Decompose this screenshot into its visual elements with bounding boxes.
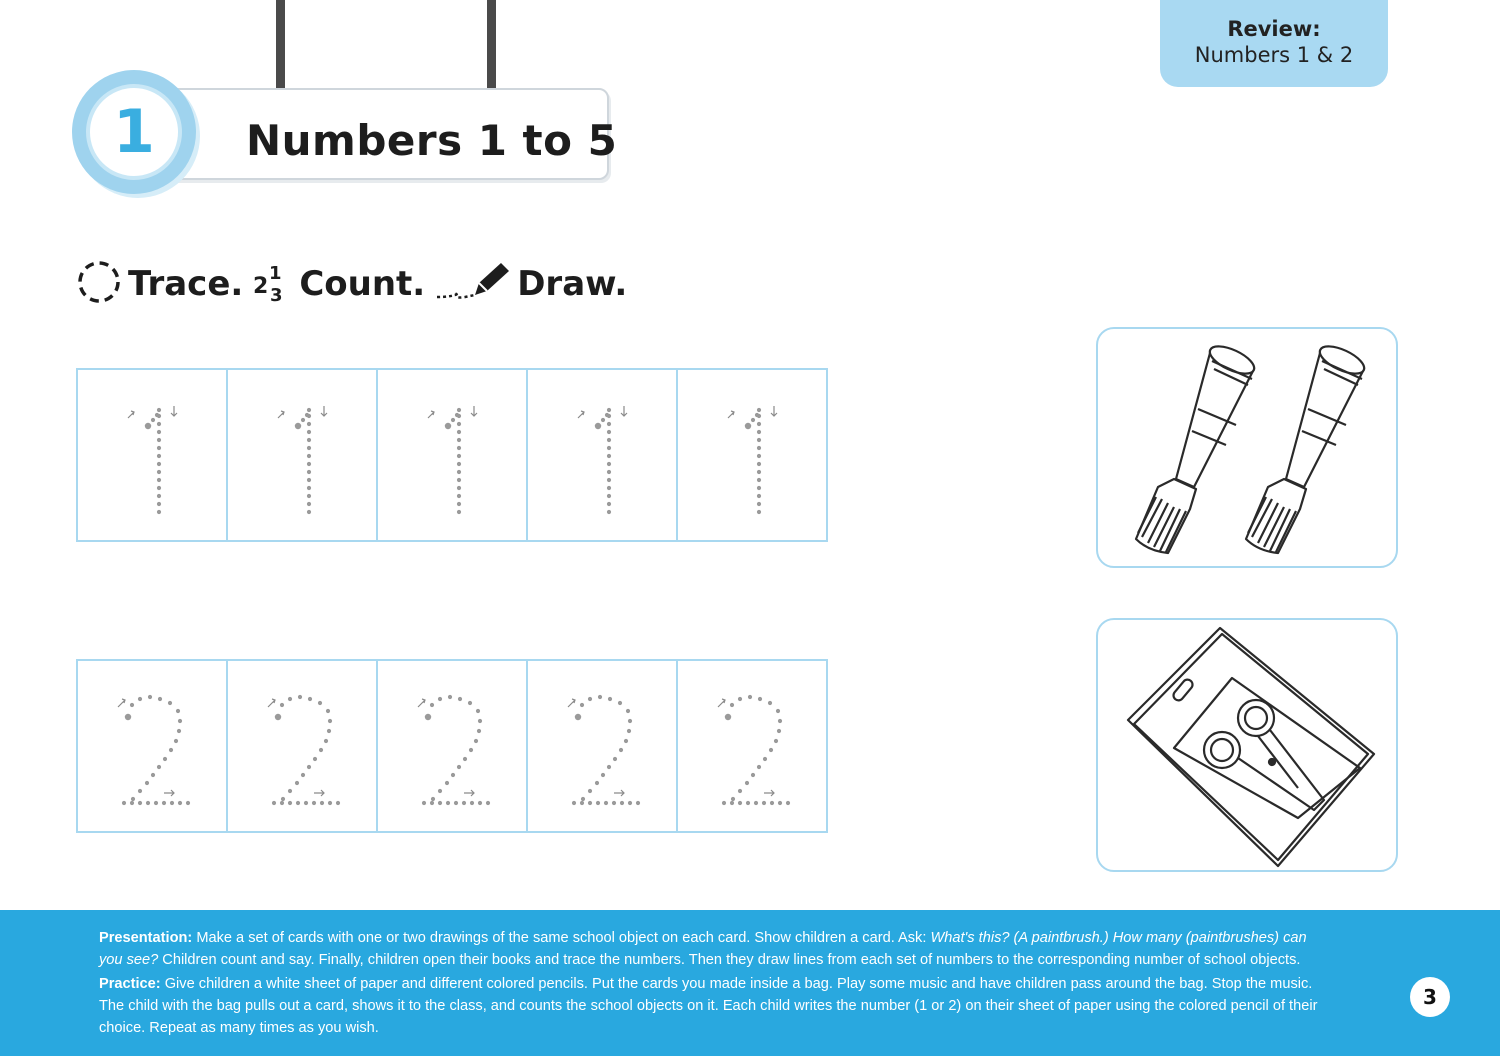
- trace-cell-2[interactable]: [226, 659, 378, 833]
- instructions: [76, 258, 637, 310]
- review-subtitle: Numbers 1 & 2: [1194, 43, 1354, 67]
- hanging-string-left: [276, 0, 285, 100]
- dotted-number-1: [528, 370, 678, 542]
- presentation-label: Presentation:: [99, 930, 193, 946]
- picture-card-scissors[interactable]: [1096, 618, 1398, 872]
- svg-text:3: 3: [270, 285, 283, 305]
- practice-label: Practice:: [99, 976, 161, 992]
- page-number: 3: [1410, 977, 1450, 1017]
- dotted-number-2: [678, 661, 828, 833]
- svg-text:2: 2: [253, 274, 269, 299]
- dotted-number-1: [78, 370, 228, 542]
- dotted-number-2: [228, 661, 378, 833]
- trace-cell-2[interactable]: [376, 659, 528, 833]
- trace-row-number-2: [76, 659, 836, 833]
- practice-paragraph: [99, 973, 1324, 1039]
- trace-cell-2[interactable]: [526, 659, 678, 833]
- instruction-count: Count.: [299, 264, 426, 304]
- glue-stick-icon: [1098, 329, 1396, 566]
- dashed-circle-icon: [76, 259, 122, 309]
- review-label: Review:: [1227, 17, 1321, 41]
- unit-number: 1: [113, 97, 155, 167]
- trace-row-number-1: [76, 368, 836, 542]
- scissors-in-bag-icon: [1098, 620, 1396, 870]
- teacher-notes-footer: [0, 910, 1500, 1056]
- dotted-number-1: [378, 370, 528, 542]
- trace-cell-1[interactable]: [376, 368, 528, 542]
- pencil-line-icon: [435, 259, 511, 309]
- review-tab: [1160, 0, 1388, 87]
- trace-cell-1[interactable]: [526, 368, 678, 542]
- dotted-number-1: [228, 370, 378, 542]
- trace-cell-1[interactable]: [76, 368, 228, 542]
- instruction-draw: Draw.: [517, 264, 628, 304]
- presentation-text-2: Children count and say. Finally, children open their books and trace the numbers. Then they draw lines from each set of numbers to the corresponding number of school objects.: [158, 952, 1301, 968]
- instruction-trace: Trace.: [128, 264, 244, 304]
- presentation-text-1: Make a set of cards with one or two drawings of the same school object on each card. Show children a card. Ask:: [192, 930, 931, 946]
- presentation-paragraph: [99, 927, 1324, 971]
- dotted-number-2: [78, 661, 228, 833]
- numbers-123-icon: [253, 259, 293, 309]
- dotted-number-2: [528, 661, 678, 833]
- trace-cell-1[interactable]: [676, 368, 828, 542]
- practice-text: Give children a white sheet of paper and different colored pencils. Put the cards you made inside a bag. Play some music and have children pass around the bag. Stop the music. The child with the bag pulls out a card, shows it to the class, and counts the school objects on it. Each child writes the number (1 or 2) on their sheet of paper using the colored pencil of their choice. Repeat as many times as you wish.: [99, 976, 1318, 1036]
- svg-text:1: 1: [269, 263, 282, 284]
- picture-card-glue-sticks[interactable]: [1096, 327, 1398, 568]
- trace-cell-2[interactable]: [76, 659, 228, 833]
- hanging-string-right: [487, 0, 496, 100]
- unit-badge: [72, 70, 196, 194]
- presentation-question: What's this? (A paintbrush.) How many (paintbrushes) can you see?: [99, 930, 1307, 968]
- dotted-number-1: [678, 370, 828, 542]
- trace-cell-1[interactable]: [226, 368, 378, 542]
- trace-cell-2[interactable]: [676, 659, 828, 833]
- dotted-number-2: [378, 661, 528, 833]
- page-title: Numbers 1 to 5: [246, 116, 618, 165]
